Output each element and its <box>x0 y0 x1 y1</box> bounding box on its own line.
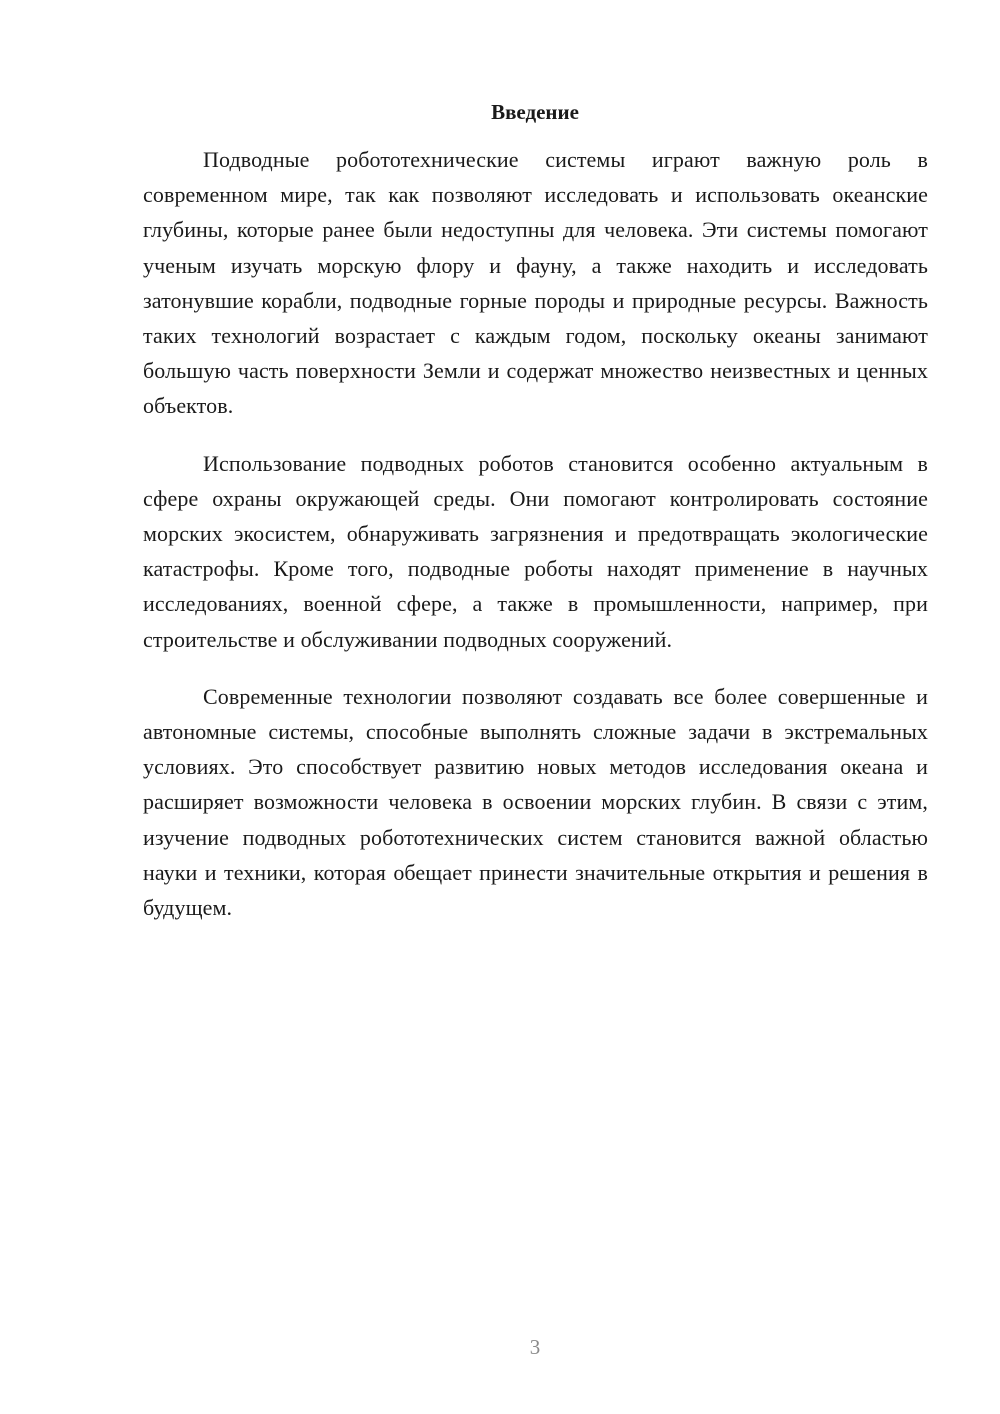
body-text <box>143 142 928 947</box>
paragraph-1: Подводные робототехнические системы играют важную роль в современном мире, так как позволяют исследовать и использовать океанские глубины, которые ранее были недоступны для человека. Эти системы помогают ученым изучать морскую флору и фауну, а также находить и исследовать затонувшие корабли, подводные горные породы и природные ресурсы. Важность таких технологий возрастает с каждым годом, поскольку океаны занимают большую часть поверхности Земли и содержат множество неизвестных и ценных объектов. <box>143 147 928 419</box>
section-heading: Введение <box>491 100 579 124</box>
paragraph-3: Современные технологии позволяют создавать все более совершенные и автономные системы, способные выполнять сложные задачи в экстремальных условиях. Это способствует развитию новых методов исследования океана и расширяет возможности человека в освоении морских глубин. В связи с этим, изучение подводных робототехнических систем становится важной областью науки и техники, которая обещает принести значительные открытия и решения в будущем. <box>143 683 928 921</box>
paragraph-2: Использование подводных роботов становится особенно актуальным в сфере охраны окружающей среды. Они помогают контролировать состояние морских экосистем, обнаруживать загрязнения и предотвращать экологические катастрофы. Кроме того, подводные роботы находят применение в научных исследованиях, военной сфере, а также в промышленности, например, при строительстве и обслуживании подводных сооружений. <box>143 450 928 652</box>
page-number: 3 <box>529 1335 541 1359</box>
